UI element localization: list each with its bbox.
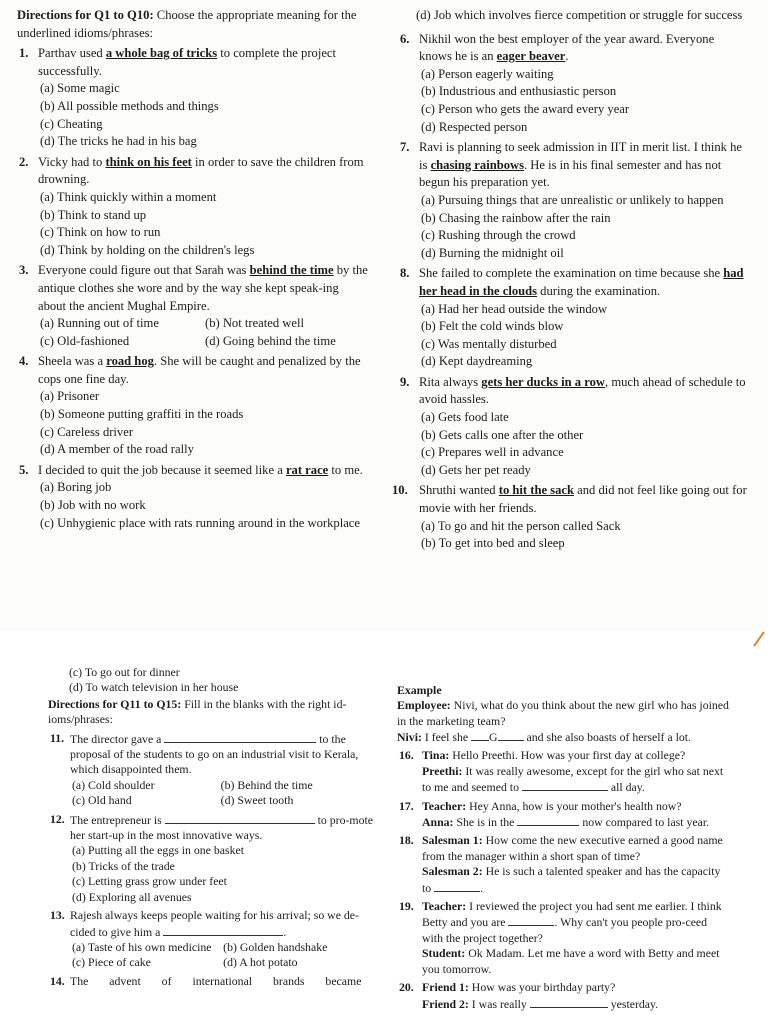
option: (c) Old-fashioned	[40, 333, 130, 348]
option: (d) Gets her pet ready	[421, 462, 531, 477]
answer-blank[interactable]	[530, 996, 608, 1008]
option: (d) Burning the midnight oil	[421, 245, 564, 260]
question-17: 17. Teacher: Hey Anna, how is your mother's health now? Anna: She is in the now compared to last year.	[399, 798, 710, 830]
option: (c) Letting grass grow under feet	[72, 874, 227, 889]
idiom-phrase: chasing rainbows	[430, 157, 524, 172]
idiom-phrase: gets her ducks in a row	[481, 374, 606, 389]
option-row	[38, 315, 369, 333]
question-stem: Ravi is planning to seek admission in IIT in merit list. I think he is chasing rainbows. He is in his final semester and has not begun his preparation yet.	[419, 140, 742, 190]
answer-blank[interactable]	[517, 814, 579, 826]
option: (a) Taste of his own medicine	[72, 939, 212, 954]
option: (d) A member of the road rally	[40, 442, 194, 457]
idiom-phrase: behind the time	[249, 263, 334, 278]
option: (b) Chasing the rainbow after the rain	[421, 210, 611, 225]
question-4: 4. Sheela was a road hog. She will be caught and penalized by the cops one fine day. (a) Prisoner (b) Someone putting graffiti in the roads (c) Careless driver (d) A member of the road rally	[17, 353, 369, 459]
question-12: 12. The entrepreneur is to pro-mote her start-up in the most innovative ways. (a) Putting all the eggs in one basket (b) Tricks of the trade (c) Letting grass grow under feet (d) Exploring all avenues	[48, 812, 380, 905]
option: (d) A hot potato	[223, 955, 298, 970]
option: (a) Some magic	[40, 81, 120, 96]
option: (a) Think quickly within a moment	[40, 189, 217, 204]
option: (b) Someone putting graffiti in the roads	[40, 407, 244, 422]
directions-q11-q15: Directions for Q11 to Q15: Fill in the blanks with the right id-ioms/phrases:	[48, 696, 347, 727]
question-3: 3. Everyone could figure out that Sarah was behind the time by the antique clothes she wore and by the way she kept speak-ing about the ancient Mughal Empire. (a) Running out of time (b) Not treated well (c) Old-fashioned (d) Going behind the time	[17, 262, 369, 350]
question-stem: Rajesh always keeps people waiting for his arrival; so we de-cided to give him a .	[70, 908, 359, 939]
option: (b) To get into bed and sleep	[421, 536, 565, 551]
option: (c) Old hand	[72, 793, 132, 808]
example-employee-line: Employee: Nivi, what do you think about the new girl who has joined in the marketing team?	[397, 698, 729, 728]
question-13: 13. Rajesh always keeps people waiting for his arrival; so we de-cided to give him a . (a) Taste of his own medicine (b) Golden handshake (c) Piece of cake (d) A hot potato	[48, 908, 380, 971]
option: (b) All possible methods and things	[40, 98, 219, 113]
directions-q1-q10: Directions for Q1 to Q10: Choose the appropriate meaning for the underlined idioms/phrases:	[17, 8, 357, 40]
option-row	[70, 793, 380, 808]
idiom-phrase: think on his feet	[105, 154, 192, 169]
option: (a) Boring job	[40, 480, 112, 495]
question-5: 5. I decided to quit the job because it seemed like a rat race to me. (a) Boring job (b) Job with no work (c) Unhygienic place with rats running around in the workplace	[17, 462, 369, 532]
option: (d) Think by holding on the children's legs	[40, 242, 255, 257]
option: (b) Industrious and enthusiastic person	[421, 84, 617, 99]
answer-blank[interactable]	[164, 731, 316, 743]
question-stem: The advent of international brands became	[70, 973, 362, 988]
idiom-phrase: road hog	[106, 354, 154, 369]
option: (a) Pursuing things that are unrealistic or unlikely to happen	[421, 192, 724, 207]
option: (c) Person who gets the award every year	[421, 101, 630, 116]
question-20: 20. Friend 1: How was your birthday party? Friend 2: I was really yesterday.	[399, 980, 659, 1011]
option: (c) Was mentally disturbed	[421, 336, 557, 351]
question-stem: Everyone could figure out that Sarah was behind the time by the antique clothes she wore and by the way she kept speak-ing about the ancient Mughal Empire.	[38, 263, 368, 313]
question-8: 8. She failed to complete the examination on time because she had her head in the clouds during the examination. (a) Had her head outside the window (b) Felt the cold winds blow (c) Was mentally disturbed (d) Kept daydreaming	[398, 265, 748, 371]
option: (c) Careless driver	[40, 424, 134, 439]
option: (b) Gets calls one after the other	[421, 427, 584, 442]
question-19: 19. Teacher: I reviewed the project you had sent me earlier. I think Betty and you are . Why can't you people pro-ceed with the project together? Student: Ok Madam. Let me have a word with Betty and meet you tomorrow.	[399, 899, 722, 976]
option: (b) Felt the cold winds blow	[421, 319, 564, 334]
answer-blank[interactable]	[522, 779, 608, 791]
idiom-phrase: to hit the sack	[498, 483, 574, 498]
option: (b) Not treated well	[205, 316, 304, 331]
question-stem: Sheela was a road hog. She will be caught and penalized by the cops one fine day.	[38, 354, 361, 386]
question-11: 11. The director gave a to the proposal of the students to go on an industrial visit to Kerala, which disappointed them. (a) Cold shoulder (b) Behind the time (c) Old hand (d) Sweet tooth	[48, 731, 380, 809]
option: (b) Think to stand up	[40, 207, 147, 222]
question-stem: Vicky had to think on his feet in order to save the children from drowning.	[38, 154, 364, 187]
idiom-phrase: a whole bag of tricks	[105, 46, 218, 61]
option: (a) To go and hit the person called Sack	[421, 518, 621, 533]
question-stem: Parthav used a whole bag of tricks to complete the project successfully.	[38, 46, 337, 78]
question-10: 10. Shruthi wanted to hit the sack and did not feel like going out for movie with her friends. (a) To go and hit the person called Sack (b) To get into bed and sleep	[398, 482, 748, 552]
option: (b) Job with no work	[40, 498, 146, 513]
bottom-left-column	[48, 665, 380, 989]
question-7: 7. Ravi is planning to seek admission in IIT in merit list. I think he is chasing rainbows. He is in his final semester and has not begun his preparation yet. (a) Pursuing things that are unrealistic or unlikely to happen (b) Chasing the rainbow after the rain (c) Rushing through the crowd (d) Burning the midnight oil	[398, 139, 748, 262]
question-stem: The entrepreneur is to pro-mote her start-up in the most innovative ways.	[70, 812, 373, 843]
option: (c) Unhygienic place with rats running around in the workplace	[40, 515, 360, 530]
option: (a) Gets food late	[421, 410, 509, 425]
option: (a) Prisoner	[40, 389, 100, 404]
option: (a) Cold shoulder	[72, 777, 155, 792]
idiom-phrase: rat race	[285, 462, 329, 477]
answer-blank[interactable]	[508, 914, 554, 926]
question-6: 6. Nikhil won the best employer of the year award. Everyone knows he is an eager beaver. (a) Person eagerly waiting (b) Industrious and enthusiastic person (c) Person who gets the award every year (d) Respected person	[398, 31, 748, 137]
answer-blank[interactable]	[163, 924, 283, 936]
option: (d) Respected person	[421, 119, 528, 134]
option: (c) Piece of cake	[72, 955, 151, 970]
option-row	[38, 333, 369, 351]
option-row	[70, 955, 380, 970]
option: (d) Going behind the time	[205, 333, 336, 348]
question-10-option-d: (d) To watch television in her house	[69, 680, 239, 695]
option-row	[70, 940, 380, 955]
idiom-phrase: eager beaver	[496, 49, 566, 64]
question-1: 1. Parthav used a whole bag of tricks to complete the project successfully. (a) Some magic (b) All possible methods and things (c) Cheating (d) The tricks he had in his bag	[17, 45, 369, 151]
example-nivi-line: Nivi: I feel she G and she also boasts of herself a lot.	[397, 730, 691, 745]
option: (a) Running out of time	[40, 316, 159, 331]
top-right-column	[392, 7, 748, 553]
option: (b) Behind the time	[220, 777, 313, 792]
idiom-phrase: had her head in the clouds	[419, 266, 744, 298]
option: (c) Rushing through the crowd	[421, 228, 576, 243]
top-left-column	[17, 7, 369, 532]
option: (d) The tricks he had in his bag	[40, 134, 197, 149]
page-corner-mark	[752, 628, 766, 648]
option: (a) Person eagerly waiting	[421, 66, 554, 81]
question-stem: Nikhil won the best employer of the year award. Everyone knows he is an eager beaver.	[419, 31, 715, 64]
option: (c) Think on how to run	[40, 225, 161, 240]
question-10-option-c: (c) To go out for dinner	[69, 665, 180, 679]
question-9: 9. Rita always gets her ducks in a row, much ahead of schedule to avoid hassles. (a) Gets food late (b) Gets calls one after the other (c) Prepares well in advance (d) Gets her pet ready	[398, 374, 748, 480]
option: (d) Kept daydreaming	[421, 354, 533, 369]
question-stem: Rita always gets her ducks in a row, much ahead of schedule to avoid hassles.	[419, 374, 746, 407]
question-stem: She failed to complete the examination on time because she had her head in the clouds during the examination.	[419, 266, 744, 298]
bottom-right-column	[397, 671, 729, 1012]
option: (a) Had her head outside the window	[421, 301, 608, 316]
option: (d) Exploring all avenues	[72, 889, 192, 904]
question-stem: I decided to quit the job because it seemed like a rat race to me.	[38, 462, 363, 477]
option: (a) Putting all the eggs in one basket	[72, 843, 244, 858]
question-16: 16. Tina: Hello Preethi. How was your first day at college? Preethi: It was really awesome, except for the girl who sat next to me and seemed to all day.	[399, 748, 724, 795]
option: (d) Sweet tooth	[220, 793, 294, 808]
example-title: Example	[397, 682, 442, 697]
question-5-option-d: (d) Job which involves fierce competition or struggle for success	[416, 8, 743, 22]
question-stem: The director gave a to the proposal of the students to go on an industrial visit to Kerala, which disappointed them.	[70, 731, 359, 777]
option: (c) Cheating	[40, 116, 103, 131]
question-14: 14. The advent of international brands became	[48, 974, 380, 989]
question-stem: Shruthi wanted to hit the sack and did not feel like going out for movie with her friends.	[419, 483, 747, 516]
answer-blank[interactable]	[434, 880, 480, 892]
question-2: 2. Vicky had to think on his feet in order to save the children from drowning. (a) Think quickly within a moment (b) Think to stand up (c) Think on how to run (d) Think by holding on the children's legs	[17, 154, 369, 260]
question-18: 18. Salesman 1: How come the new executive earned a good name from the manager within a short span of time? Salesman 2: He is such a talented speaker and has the capacity to .	[399, 833, 723, 895]
answer-blank[interactable]	[165, 812, 315, 824]
option: (c) Prepares well in advance	[421, 445, 564, 460]
option: (b) Tricks of the trade	[72, 858, 175, 873]
option: (b) Golden handshake	[223, 939, 328, 954]
option-row	[70, 778, 380, 793]
